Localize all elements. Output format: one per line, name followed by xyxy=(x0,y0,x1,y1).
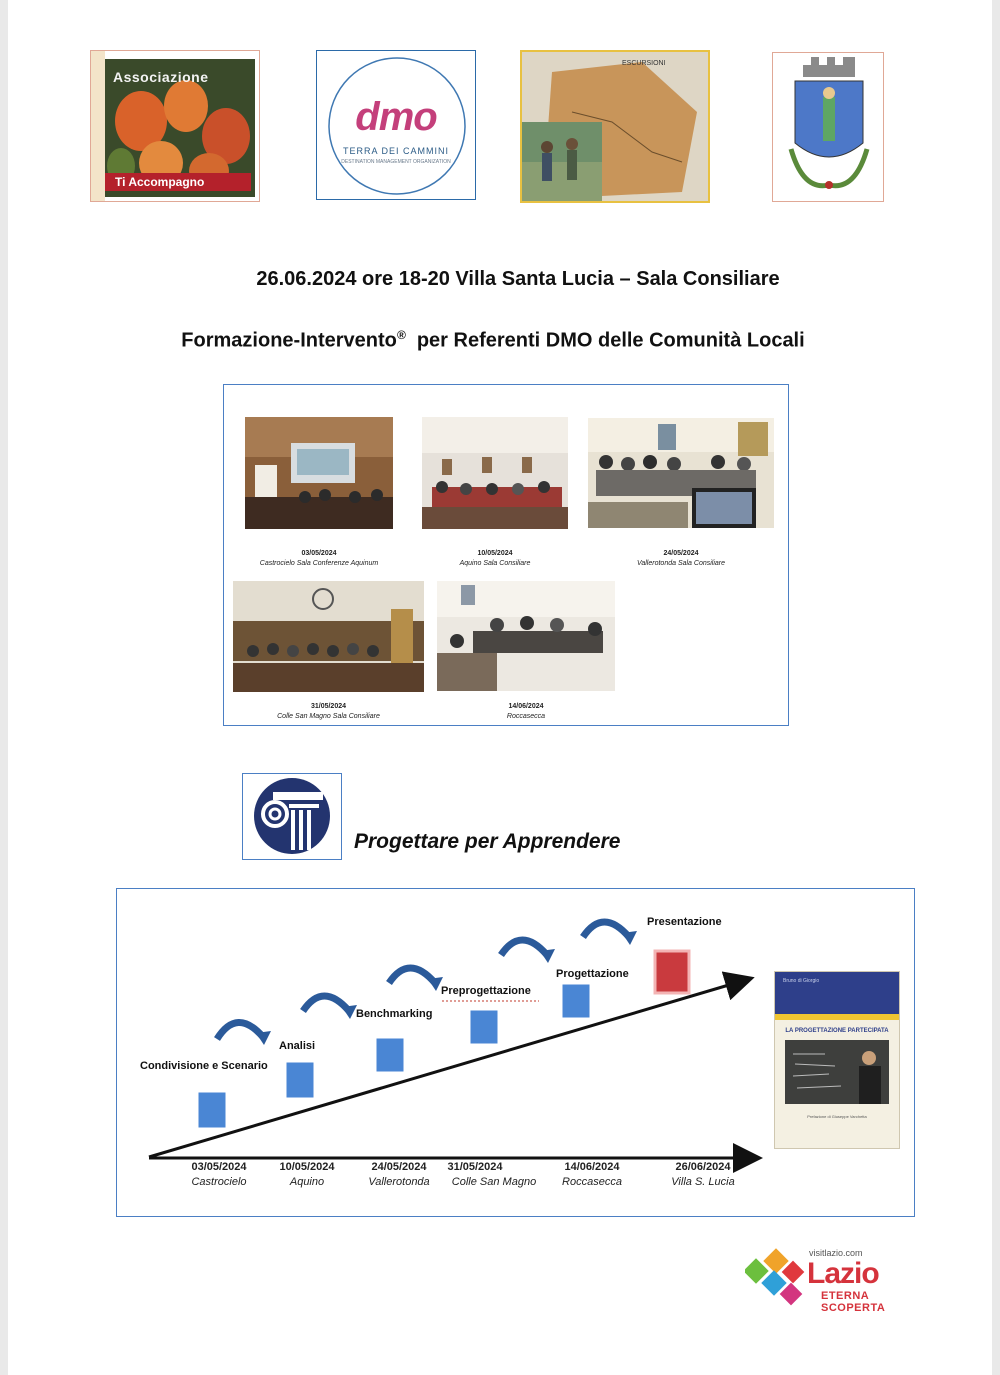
date-roccasecca xyxy=(542,1160,642,1190)
ionic-column-icon xyxy=(242,773,342,860)
stage-label-6: Presentazione xyxy=(647,916,722,928)
caption-date: 10/05/2024 xyxy=(477,550,513,557)
map-label: ESCURSIONI xyxy=(622,60,666,67)
date: 10/05/2024 xyxy=(279,1161,335,1173)
caption-place: Vallerotonda Sala Consiliare xyxy=(636,560,726,567)
book-footer: Prefazione di Giuseppe Varchetta xyxy=(807,1114,867,1119)
caption-date: 24/05/2024 xyxy=(663,550,699,557)
lazio-mark-icon xyxy=(745,1248,807,1306)
photo-aquino xyxy=(422,417,568,529)
dmo-subtitle: TERRA DEI CAMMINI xyxy=(342,146,449,156)
caption-roccasecca xyxy=(437,702,615,722)
caption-castrocielo xyxy=(245,549,393,569)
date: 14/06/2024 xyxy=(564,1161,620,1173)
caption-colle-san-magno xyxy=(233,702,424,722)
lazio-logo xyxy=(745,1246,923,1314)
date-castrocielo xyxy=(169,1160,269,1190)
photo-vallerotonda xyxy=(588,418,774,528)
associazione-tagline: Ti Accompagno xyxy=(105,173,251,191)
stage-label-5: Progettazione xyxy=(556,968,629,980)
book-author: Bruno di Giorgio xyxy=(783,978,820,984)
place: Villa S. Lucia xyxy=(671,1176,735,1188)
associazione-title: Associazione xyxy=(113,69,209,85)
left-page-edge xyxy=(0,0,8,1375)
dmo-mark: dmo xyxy=(355,95,437,139)
course-headline xyxy=(0,328,993,353)
caption-date: 31/05/2024 xyxy=(310,703,347,710)
caption-place: Colle San Magno Sala Consiliare xyxy=(277,713,380,720)
caption-place: Castrocielo Sala Conferenze Aquinum xyxy=(259,560,379,567)
caption-aquino xyxy=(422,549,568,569)
caption-place: Aquino Sala Consiliare xyxy=(459,560,531,567)
lazio-name: Lazio xyxy=(807,1257,879,1290)
book-band xyxy=(775,1014,899,1020)
date-villa-santa-lucia xyxy=(653,1160,753,1190)
photo-collage xyxy=(223,384,789,726)
place: Vallerotonda xyxy=(368,1176,430,1188)
place: Roccasecca xyxy=(562,1176,622,1188)
book-image xyxy=(785,1040,889,1104)
course-main: Formazione-Intervento xyxy=(181,329,397,352)
caption-vallerotonda xyxy=(588,549,774,569)
place: Colle San Magno xyxy=(451,1176,537,1188)
book-cover xyxy=(774,971,900,1149)
registered-mark: ® xyxy=(396,328,406,342)
dmo-tagline: DESTINATION MANAGEMENT ORGANIZATION xyxy=(341,159,451,165)
associazione-logo xyxy=(90,50,260,202)
right-page-edge xyxy=(992,0,1000,1375)
course-rest: per Referenti DMO delle Comunità Locali xyxy=(405,329,805,352)
stage-label-2: Analisi xyxy=(279,1040,316,1052)
place: Castrocielo xyxy=(191,1176,247,1188)
date: 24/05/2024 xyxy=(371,1161,427,1173)
caption-date: 14/06/2024 xyxy=(508,703,544,710)
date: 26/06/2024 xyxy=(675,1161,731,1173)
photo-roccasecca xyxy=(437,581,615,691)
date-colle-san-magno xyxy=(439,1160,549,1190)
date-aquino xyxy=(257,1160,357,1190)
photo-castrocielo xyxy=(245,417,393,529)
place: Aquino xyxy=(289,1176,325,1188)
coat-of-arms-icon xyxy=(773,53,884,202)
date: 03/05/2024 xyxy=(191,1161,247,1173)
lazio-url: visitlazio.com xyxy=(809,1248,863,1258)
caption-place: Roccasecca xyxy=(506,713,546,720)
date: 31/05/2024 xyxy=(447,1161,503,1173)
book-title: LA PROGETTAZIONE PARTECIPATA xyxy=(785,1028,889,1034)
caption-date: 03/05/2024 xyxy=(301,550,337,557)
photo-colle-san-magno xyxy=(233,581,424,692)
section-title: Progettare per Apprendere xyxy=(354,830,621,853)
dmo-logo xyxy=(316,50,476,200)
curved-arrows xyxy=(217,922,629,1039)
lazio-tagline: ETERNA SCOPERTA xyxy=(821,1290,886,1314)
stage-label-4: Preprogettazione xyxy=(441,985,531,997)
hiking-map-logo xyxy=(520,50,710,203)
timeline-diagram xyxy=(116,888,915,1217)
event-headline: 26.06.2024 ore 18-20 Villa Santa Lucia – Sala Consiliare xyxy=(256,268,780,290)
map-image xyxy=(522,52,710,203)
date-vallerotonda xyxy=(349,1160,449,1190)
stage-label-3: Benchmarking xyxy=(356,1008,433,1020)
coat-of-arms-logo xyxy=(772,52,884,202)
stage-label-1: Condivisione e Scenario xyxy=(140,1060,268,1072)
